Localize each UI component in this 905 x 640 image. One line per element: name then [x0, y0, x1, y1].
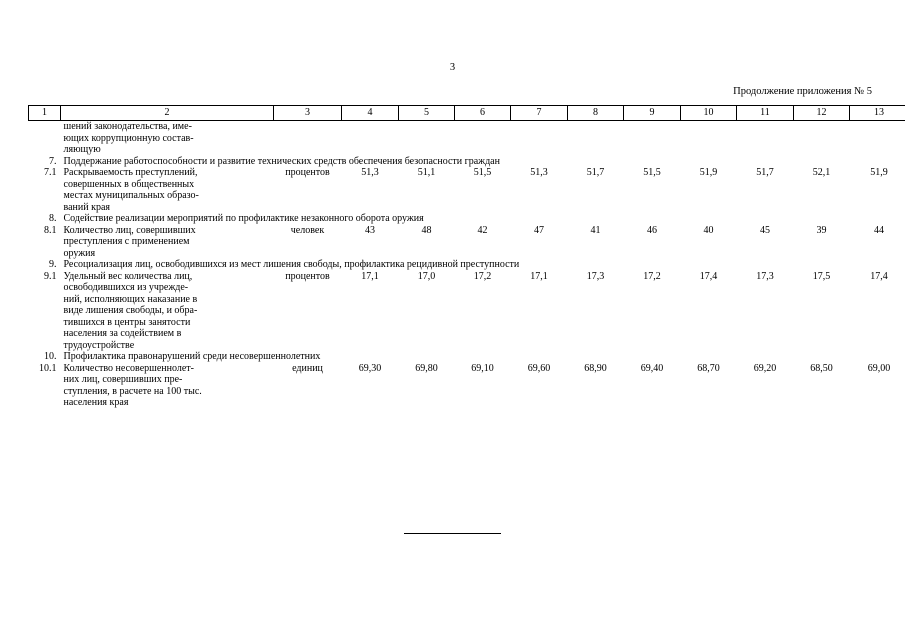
indicator-name	[61, 225, 274, 260]
indicator-value: 43	[365, 224, 375, 236]
indicator-value: 17,4	[699, 270, 718, 282]
section-title: Поддержание работоспособности и развитие технических средств обеспечения безопасности граждан	[63, 155, 500, 167]
indicator-unit: человек	[290, 224, 325, 236]
indicator-value: 48	[421, 224, 432, 236]
column-header: 13	[850, 106, 905, 121]
continued-row	[29, 121, 905, 156]
indicator-row	[29, 225, 905, 260]
indicator-row	[29, 271, 905, 352]
indicator-value: 17,3	[756, 270, 774, 282]
name-line: них лиц, совершивших пре-	[63, 374, 183, 385]
header-row	[29, 106, 905, 121]
name-line: освободившихся из учрежде-	[63, 282, 189, 293]
section-number: 9.	[49, 259, 57, 270]
indicator-value: 17,4	[870, 270, 888, 282]
indicator-name	[61, 363, 274, 409]
section-title: Профилактика правонарушений среди несовершеннолетних	[63, 351, 321, 362]
indicator-value: 69,10	[471, 362, 494, 374]
indicator-value: 41	[590, 224, 601, 236]
indicator-unit: процентов	[285, 270, 330, 282]
indicator-value: 69,00	[867, 362, 891, 374]
indicator-value: 17,1	[530, 270, 548, 282]
column-header: 7	[511, 106, 568, 121]
indicator-value: 68,50	[810, 362, 833, 374]
column-header: 3	[274, 106, 342, 121]
column-header: 6	[455, 106, 511, 121]
indicator-value: 17,3	[586, 270, 605, 282]
indicator-value: 69,20	[753, 362, 777, 374]
indicator-row	[29, 363, 905, 409]
column-header: 4	[342, 106, 399, 121]
indicator-unit: единиц	[292, 362, 323, 374]
indicator-value: 51,7	[756, 167, 774, 178]
indicator-value: 51,9	[699, 167, 718, 178]
page-number: 3	[449, 62, 456, 73]
name-line: Количество несовершеннолет-	[63, 362, 194, 374]
indicator-value: 51,3	[530, 167, 548, 178]
indicator-value: 68,70	[697, 362, 720, 374]
name-line: трудоустройстве	[63, 339, 135, 351]
column-header: 8	[568, 106, 624, 121]
section-title: Ресоциализация лиц, освободившихся из мест лишения свободы, профилактика рецидивной преступности	[63, 259, 520, 270]
name-line: тившихся в центры занятости	[63, 316, 191, 328]
continued-indicator-name	[61, 121, 274, 156]
section-row	[29, 259, 905, 271]
indicator-value: 69,80	[415, 362, 438, 374]
indicator-number: 9.1	[44, 270, 57, 282]
name-line: ступления, в расчете на 100 тыс.	[63, 385, 202, 397]
indicator-value: 51,7	[586, 167, 605, 178]
name-line: виде лишения свободы, и обра-	[63, 305, 198, 316]
name-line: населения за содействием в	[63, 328, 182, 339]
indicator-value: 69,30	[358, 362, 382, 374]
name-line: шений законодательства, име-	[63, 121, 192, 132]
indicators-table	[28, 105, 905, 409]
section-row	[29, 213, 905, 225]
appendix-continuation-label: Продолжение приложения № 5	[733, 86, 872, 97]
section-row	[29, 156, 905, 168]
name-line: Раскрываемость преступлений,	[63, 167, 198, 178]
indicator-value: 51,5	[643, 167, 661, 178]
section-number: 7.	[49, 155, 57, 167]
name-line: Количество лиц, совершивших	[63, 224, 196, 236]
indicator-value: 51,9	[870, 167, 888, 178]
indicator-number: 7.1	[44, 167, 57, 178]
indicator-value: 52,1	[812, 167, 831, 178]
name-line: Удельный вес количества лиц,	[63, 270, 193, 282]
indicator-value: 44	[874, 224, 884, 236]
name-line: ваний края	[63, 201, 110, 213]
column-header: 2	[61, 106, 274, 121]
indicator-number: 8.1	[44, 224, 57, 236]
column-header: 9	[624, 106, 681, 121]
indicator-value: 17,5	[812, 270, 831, 282]
indicator-unit: процентов	[285, 167, 330, 178]
column-header: 11	[737, 106, 794, 121]
indicator-value: 68,90	[584, 362, 607, 374]
column-header: 10	[681, 106, 737, 121]
section-row	[29, 351, 905, 363]
indicator-row	[29, 167, 905, 213]
name-line: населения края	[63, 397, 129, 408]
indicator-name	[61, 271, 274, 352]
indicator-name	[61, 167, 274, 213]
indicator-value: 42	[477, 224, 488, 236]
column-header: 1	[29, 106, 61, 121]
name-line: ляющую	[63, 144, 101, 155]
indicator-value: 69,60	[527, 362, 551, 374]
indicator-value: 17,2	[643, 270, 661, 282]
indicator-value: 17,2	[473, 270, 492, 282]
indicator-value: 17,0	[417, 270, 436, 282]
indicator-value: 17,1	[361, 270, 379, 282]
column-header: 5	[399, 106, 455, 121]
name-line: местах муниципальных образо-	[63, 190, 199, 201]
name-line: преступления с применением	[63, 236, 190, 247]
name-line: ний, исполняющих наказание в	[63, 293, 198, 305]
section-number: 8.	[49, 213, 57, 224]
indicator-value: 47	[534, 224, 544, 236]
end-divider	[404, 533, 501, 534]
name-line: совершенных в общественных	[63, 178, 195, 190]
indicator-value: 51,1	[417, 167, 436, 178]
indicator-value: 51,5	[473, 167, 492, 178]
indicator-value: 45	[760, 224, 770, 236]
indicator-number: 10.1	[39, 362, 57, 374]
section-title: Содействие реализации мероприятий по профилактике незаконного оборота оружия	[63, 213, 424, 224]
indicator-value: 69,40	[640, 362, 664, 374]
section-number: 10.	[44, 351, 57, 362]
indicator-value: 39	[816, 224, 827, 236]
name-line: ющих коррупционную состав-	[63, 132, 194, 144]
indicator-value: 40	[703, 224, 714, 236]
indicator-value: 46	[647, 224, 657, 236]
column-header: 12	[794, 106, 850, 121]
name-line: оружия	[63, 247, 96, 259]
indicator-value: 51,3	[361, 167, 379, 178]
